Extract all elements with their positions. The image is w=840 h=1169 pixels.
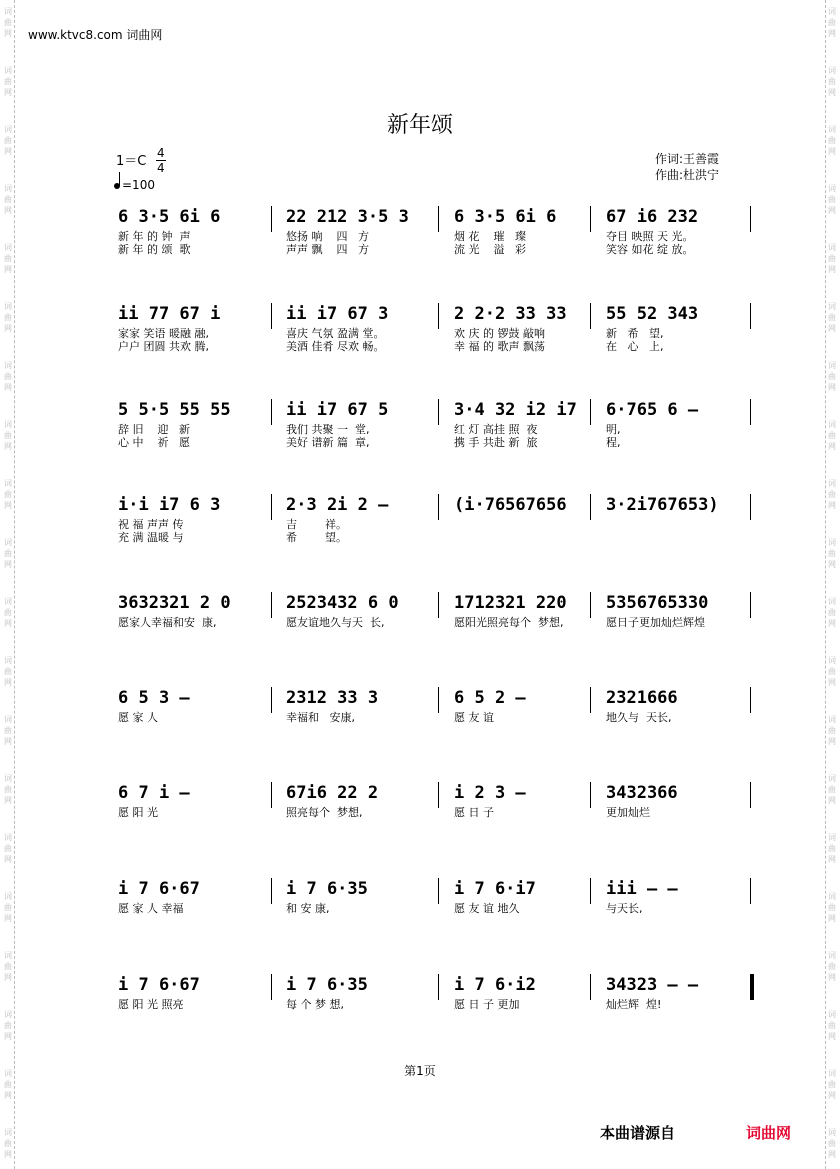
bar-line — [750, 592, 751, 618]
bar-line — [750, 399, 751, 425]
lyric-line: 流 光 溢 彩 — [454, 243, 526, 256]
lyricist: 作词:王善霞 — [655, 152, 720, 166]
lyric-line: 幸 福 的 歌声 飘荡 — [454, 340, 545, 353]
watermark-glyphs: 词 曲 网 — [828, 656, 836, 687]
watermark-glyphs: 词 曲 网 — [828, 66, 836, 97]
lyric-line: 灿烂辉 煌! — [606, 998, 662, 1011]
lyric-line: 愿 日 子 — [454, 806, 494, 819]
lyric-line: 愿阳光照亮每个 梦想, — [454, 616, 564, 629]
lyric-line: 新 年 的 钟 声 — [118, 230, 191, 243]
measure — [286, 492, 388, 552]
lyric-line: 户户 团圆 共欢 腾, — [118, 340, 209, 353]
measure-notes: (i·76567656 — [454, 495, 567, 515]
page-number: 第1页 — [404, 1064, 436, 1078]
bar-line — [750, 494, 751, 520]
lyric-line: 我们 共聚 一 堂, — [286, 423, 370, 436]
bar-line — [438, 399, 439, 425]
measure — [454, 972, 536, 1032]
bar-line — [271, 592, 272, 618]
watermark-glyphs: 词 曲 网 — [828, 951, 836, 982]
watermark-glyphs: 词 曲 网 — [828, 125, 836, 156]
lyric-line: 欢 庆 的 锣鼓 敲响 — [454, 327, 545, 340]
lyric-line: 愿 家 人 — [118, 711, 158, 724]
lyric-line: 新 年 的 颂 歌 — [118, 243, 191, 256]
bar-line — [438, 592, 439, 618]
tempo-marking — [114, 178, 155, 192]
lyric-line: 愿 友 谊 地久 — [454, 902, 520, 915]
measure — [286, 397, 388, 457]
measure-notes: 6·765 6 – — [606, 400, 699, 420]
score-system — [118, 590, 758, 650]
measure-notes: i 7 6·35 — [286, 975, 368, 995]
watermark-glyphs: 词 曲 网 — [828, 184, 836, 215]
measure-notes: 3·2i767653) — [606, 495, 719, 515]
bar-line — [750, 878, 751, 904]
measure — [118, 397, 231, 457]
watermark-glyphs: 词 曲 网 — [828, 1010, 836, 1041]
lyric-line: 烟 花 璀 璨 — [454, 230, 526, 243]
measure-notes: i·i i7 6 3 — [118, 495, 221, 515]
tempo-value: =100 — [122, 178, 155, 192]
lyric-line: 照亮每个 梦想, — [286, 806, 363, 819]
measure-notes: 2 2·2 33 33 — [454, 304, 567, 324]
bar-line — [438, 494, 439, 520]
lyric-line: 与天长, — [606, 902, 643, 915]
watermark-glyphs: 词 曲 网 — [4, 715, 12, 746]
bar-line — [590, 878, 591, 904]
lyric-line: 悠扬 响 四 方 — [286, 230, 369, 243]
measure — [454, 876, 536, 936]
bar-line — [750, 303, 751, 329]
watermark-glyphs: 词 曲 网 — [4, 951, 12, 982]
lyric-line: 程, — [606, 436, 621, 449]
watermark-glyphs: 词 曲 网 — [4, 302, 12, 333]
measure — [118, 492, 220, 552]
measure — [606, 972, 698, 1032]
bar-line — [590, 303, 591, 329]
lyric-line: 愿 家 人 幸福 — [118, 902, 184, 915]
bar-line — [590, 399, 591, 425]
lyric-line: 祝 福 声声 传 — [118, 518, 184, 531]
lyric-line: 心 中 祈 愿 — [118, 436, 190, 449]
measure — [118, 685, 190, 745]
measure — [454, 685, 526, 745]
measure — [606, 492, 719, 552]
lyric-line: 在 心 上, — [606, 340, 664, 353]
bar-line — [750, 782, 751, 808]
watermark-glyphs: 词 曲 网 — [828, 420, 836, 451]
lyric-line: 和 安 康, — [286, 902, 330, 915]
source-label: 本曲谱源自 — [600, 1124, 676, 1142]
watermark-glyphs: 词 曲 网 — [4, 1128, 12, 1159]
watermark-glyphs: 词 曲 网 — [4, 66, 12, 97]
measure-notes: ii 77 67 i — [118, 304, 221, 324]
measure-notes: iii – – — [606, 879, 678, 899]
measure-notes: i 7 6·35 — [286, 879, 368, 899]
measure-notes: ii i7 67 5 — [286, 400, 389, 420]
measure — [286, 876, 368, 936]
measure — [606, 780, 678, 840]
credits — [655, 151, 719, 183]
lyric-line: 红 灯 高挂 照 夜 — [454, 423, 538, 436]
lyric-line: 辞 旧 迎 新 — [118, 423, 190, 436]
bar-line — [271, 974, 272, 1000]
measure-notes: 6 7 i – — [118, 783, 190, 803]
watermark-glyphs: 词 曲 网 — [4, 538, 12, 569]
measure — [454, 397, 577, 457]
brand-logo: 词曲网 — [746, 1124, 792, 1142]
lyric-line: 声声 飘 四 方 — [286, 243, 369, 256]
song-title: 新年颂 — [386, 113, 453, 138]
measure — [454, 492, 567, 552]
measure-notes: i 2 3 – — [454, 783, 526, 803]
score-system — [118, 204, 758, 264]
lyric-line: 美好 谱新 篇 章, — [286, 436, 370, 449]
bar-line — [271, 494, 272, 520]
watermark-glyphs: 词 曲 网 — [828, 479, 836, 510]
bar-line — [750, 974, 754, 1000]
watermark-glyphs: 词 曲 网 — [4, 243, 12, 274]
watermark-glyphs: 词 曲 网 — [828, 1069, 836, 1100]
watermark-glyphs: 词 曲 网 — [4, 7, 12, 38]
measure-notes: i 7 6·i2 — [454, 975, 536, 995]
composer: 作曲:杜洪宁 — [655, 168, 720, 182]
time-signature — [156, 146, 166, 175]
watermark-glyphs: 词 曲 网 — [4, 361, 12, 392]
measure-notes: 3632321 2 0 — [118, 593, 231, 613]
bar-line — [438, 782, 439, 808]
lyric-line: 愿家人幸福和安 康, — [118, 616, 217, 629]
measure-notes: 3·4 32 i2 i7 — [454, 400, 577, 420]
score-system — [118, 780, 758, 840]
bar-line — [271, 303, 272, 329]
score-system — [118, 685, 758, 745]
lyric-line: 每 个 梦 想, — [286, 998, 344, 1011]
measure — [118, 876, 200, 936]
watermark-glyphs: 词 曲 网 — [828, 774, 836, 805]
lyric-line: 愿 日 子 更加 — [454, 998, 520, 1011]
lyric-line: 幸福和 安康, — [286, 711, 355, 724]
bar-line — [271, 206, 272, 232]
bar-line — [590, 782, 591, 808]
bar-line — [271, 782, 272, 808]
meter-bottom: 4 — [157, 161, 165, 175]
watermark-glyphs: 词 曲 网 — [828, 833, 836, 864]
measure — [454, 780, 526, 840]
measure — [606, 301, 698, 361]
watermark-glyphs: 词 曲 网 — [4, 420, 12, 451]
lyric-line: 夺目 映照 天 光。 — [606, 230, 694, 243]
lyric-line: 愿 友 谊 — [454, 711, 494, 724]
bar-line — [271, 399, 272, 425]
measure-notes: 6 5 3 – — [118, 688, 190, 708]
measure-notes: 5356765330 — [606, 593, 709, 613]
bar-line — [590, 974, 591, 1000]
lyric-line: 携 手 共赴 新 旅 — [454, 436, 538, 449]
measure — [454, 301, 567, 361]
watermark-glyphs: 词 曲 网 — [4, 1069, 12, 1100]
lyric-line: 充 满 温暖 与 — [118, 531, 184, 544]
measure-notes: 5 5·5 55 55 — [118, 400, 231, 420]
measure — [606, 876, 678, 936]
measure-notes: 2523432 6 0 — [286, 593, 399, 613]
measure — [606, 204, 698, 264]
watermark-glyphs: 词 曲 网 — [828, 243, 836, 274]
measure — [286, 685, 378, 745]
score-system — [118, 397, 758, 457]
watermark-glyphs: 词 曲 网 — [4, 656, 12, 687]
measure-notes: i 7 6·i7 — [454, 879, 536, 899]
measure — [118, 301, 220, 361]
key-signature: 1＝C — [116, 154, 147, 169]
measure-notes: i 7 6·67 — [118, 975, 200, 995]
lyric-line: 明, — [606, 423, 621, 436]
measure-notes: 6 3·5 6i 6 — [454, 207, 557, 227]
watermark-glyphs: 词 曲 网 — [828, 597, 836, 628]
lyric-line: 笑容 如花 绽 放。 — [606, 243, 694, 256]
site-header: www.ktvc8.com 词曲网 — [28, 28, 163, 42]
measure — [606, 397, 698, 457]
watermark-glyphs: 词 曲 网 — [828, 302, 836, 333]
measure-notes: 2321666 — [606, 688, 678, 708]
measure-notes: 3432366 — [606, 783, 678, 803]
bar-line — [271, 878, 272, 904]
watermark-glyphs: 词 曲 网 — [828, 361, 836, 392]
lyric-line: 希 望。 — [286, 531, 347, 544]
bar-line — [271, 687, 272, 713]
watermark-glyphs: 词 曲 网 — [4, 479, 12, 510]
measure — [606, 590, 708, 650]
measure — [286, 780, 378, 840]
lyric-line: 喜庆 气氛 盈满 堂。 — [286, 327, 385, 340]
bar-line — [750, 206, 751, 232]
score-system — [118, 492, 758, 552]
measure — [286, 972, 368, 1032]
watermark-glyphs: 词 曲 网 — [4, 892, 12, 923]
measure — [454, 204, 556, 264]
watermark-glyphs: 词 曲 网 — [4, 125, 12, 156]
measure-notes: i 7 6·67 — [118, 879, 200, 899]
measure-notes: 55 52 343 — [606, 304, 699, 324]
bar-line — [438, 687, 439, 713]
measure — [118, 204, 220, 264]
lyric-line: 地久与 天长, — [606, 711, 672, 724]
measure-notes: 67i6 22 2 — [286, 783, 379, 803]
measure — [118, 590, 231, 650]
lyric-line: 愿 阳 光 照亮 — [118, 998, 184, 1011]
watermark-glyphs: 词 曲 网 — [828, 7, 836, 38]
measure-notes: 1712321 220 — [454, 593, 567, 613]
lyric-line: 更加灿烂 — [606, 806, 650, 819]
measure — [118, 780, 190, 840]
lyric-line: 愿友谊地久与天 长, — [286, 616, 385, 629]
measure-notes: ii i7 67 3 — [286, 304, 389, 324]
watermark-glyphs: 词 曲 网 — [4, 833, 12, 864]
bar-line — [438, 303, 439, 329]
measure — [286, 204, 409, 264]
score-system — [118, 876, 758, 936]
measure-notes: 2312 33 3 — [286, 688, 379, 708]
watermark-glyphs: 词 曲 网 — [4, 774, 12, 805]
bar-line — [750, 687, 751, 713]
meter-top: 4 — [157, 146, 165, 160]
measure — [286, 590, 399, 650]
lyric-line: 新 希 望, — [606, 327, 664, 340]
watermark-glyphs: 词 曲 网 — [4, 1010, 12, 1041]
bar-line — [590, 206, 591, 232]
measure-notes: 6 5 2 – — [454, 688, 526, 708]
measure — [286, 301, 388, 361]
bar-line — [438, 974, 439, 1000]
watermark-glyphs: 词 曲 网 — [4, 184, 12, 215]
watermark-glyphs: 词 曲 网 — [828, 892, 836, 923]
bar-line — [590, 687, 591, 713]
measure — [454, 590, 567, 650]
quarter-note-icon — [114, 183, 120, 189]
measure-notes: 6 3·5 6i 6 — [118, 207, 221, 227]
score-system — [118, 301, 758, 361]
measure-notes: 22 212 3·5 3 — [286, 207, 409, 227]
bar-line — [590, 592, 591, 618]
measure-notes: 34323 – – — [606, 975, 699, 995]
lyric-line: 家家 笑语 暖融 融, — [118, 327, 209, 340]
lyric-line: 愿 阳 光 — [118, 806, 158, 819]
bar-line — [590, 494, 591, 520]
watermark-glyphs: 词 曲 网 — [828, 538, 836, 569]
score-system — [118, 972, 758, 1032]
left-watermark-column — [1, 0, 15, 1160]
bar-line — [438, 206, 439, 232]
lyric-line: 美酒 佳肴 尽欢 畅。 — [286, 340, 385, 353]
measure — [118, 972, 200, 1032]
lyric-line: 愿日子更加灿烂辉煌 — [606, 616, 705, 629]
bar-line — [438, 878, 439, 904]
measure — [606, 685, 678, 745]
watermark-glyphs: 词 曲 网 — [4, 597, 12, 628]
watermark-glyphs: 词 曲 网 — [828, 715, 836, 746]
lyric-line: 吉 祥。 — [286, 518, 347, 531]
measure-notes: 67 i6 232 — [606, 207, 699, 227]
watermark-glyphs: 词 曲 网 — [828, 1128, 836, 1159]
right-watermark-column — [825, 0, 839, 1160]
measure-notes: 2·3 2i 2 – — [286, 495, 389, 515]
